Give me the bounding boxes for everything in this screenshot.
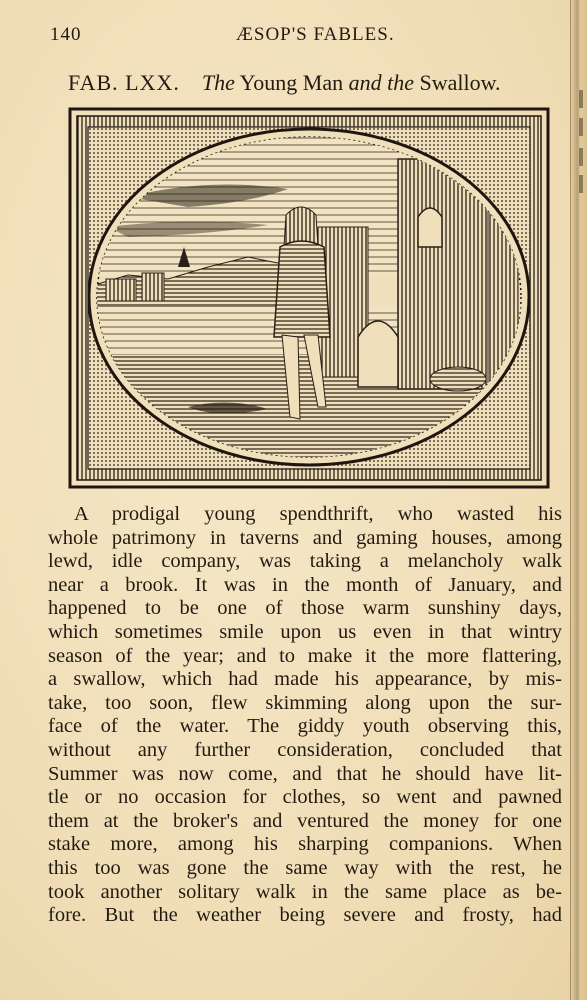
fable-title <box>68 70 567 96</box>
text-line: happened to be one of those warm sunshiny days, <box>48 597 562 620</box>
text-line: this too was gone the same way with the rest, he <box>48 856 562 879</box>
text-line: face of the water. The giddy youth observing this, <box>48 715 562 738</box>
text-line: a swallow, which had made his appearance, by mis- <box>48 668 562 691</box>
fable-number: FAB. LXX. <box>68 70 180 95</box>
text-line: near a brook. It was in the month of January, and <box>48 573 562 596</box>
town-building <box>142 273 164 301</box>
fable-text <box>48 503 562 928</box>
text-line: fore. But the weather being severe and frosty, had <box>48 904 562 927</box>
text-line: took another solitary walk in the same place as be- <box>48 880 562 903</box>
text-line: them at the broker's and ventured the money for one <box>48 809 562 832</box>
text-line: tle or no occasion for clothes, so went and pawned <box>48 786 562 809</box>
text-line: Summer was now come, and that he should have lit- <box>48 762 562 785</box>
text-line: stake more, among his sharping companions. When <box>48 833 562 856</box>
text-line: whole patrimony in taverns and gaming houses, among <box>48 526 562 549</box>
text-line: without any further consideration, concluded that <box>48 738 562 761</box>
arched-window <box>418 208 442 247</box>
running-head <box>50 24 557 50</box>
title-part: and the <box>348 70 414 95</box>
running-title: ÆSOP'S FABLES. <box>236 24 395 45</box>
edge-mark <box>579 118 583 136</box>
text-line: lewd, idle company, was taking a melancholy walk <box>48 550 562 573</box>
title-part: Young Man <box>234 70 349 95</box>
text-line: take, too soon, flew skimming along upon the sur- <box>48 691 562 714</box>
town-building <box>106 279 136 301</box>
fallen-column <box>430 367 486 391</box>
edge-mark <box>579 148 583 166</box>
title-part: The <box>201 70 235 95</box>
edge-mark <box>579 90 583 108</box>
page-edge <box>570 0 587 1000</box>
text-line: season of the year; and to make it the more flattering, <box>48 644 562 667</box>
edge-mark <box>579 175 583 193</box>
text-line: which sometimes smile upon us even in that wintry <box>48 620 562 643</box>
archway <box>358 321 398 387</box>
page-number: 140 <box>50 24 82 45</box>
woodcut-illustration <box>68 107 550 489</box>
text-line: A prodigal young spendthrift, who wasted his <box>74 503 562 525</box>
title-part: Swallow. <box>413 70 501 95</box>
